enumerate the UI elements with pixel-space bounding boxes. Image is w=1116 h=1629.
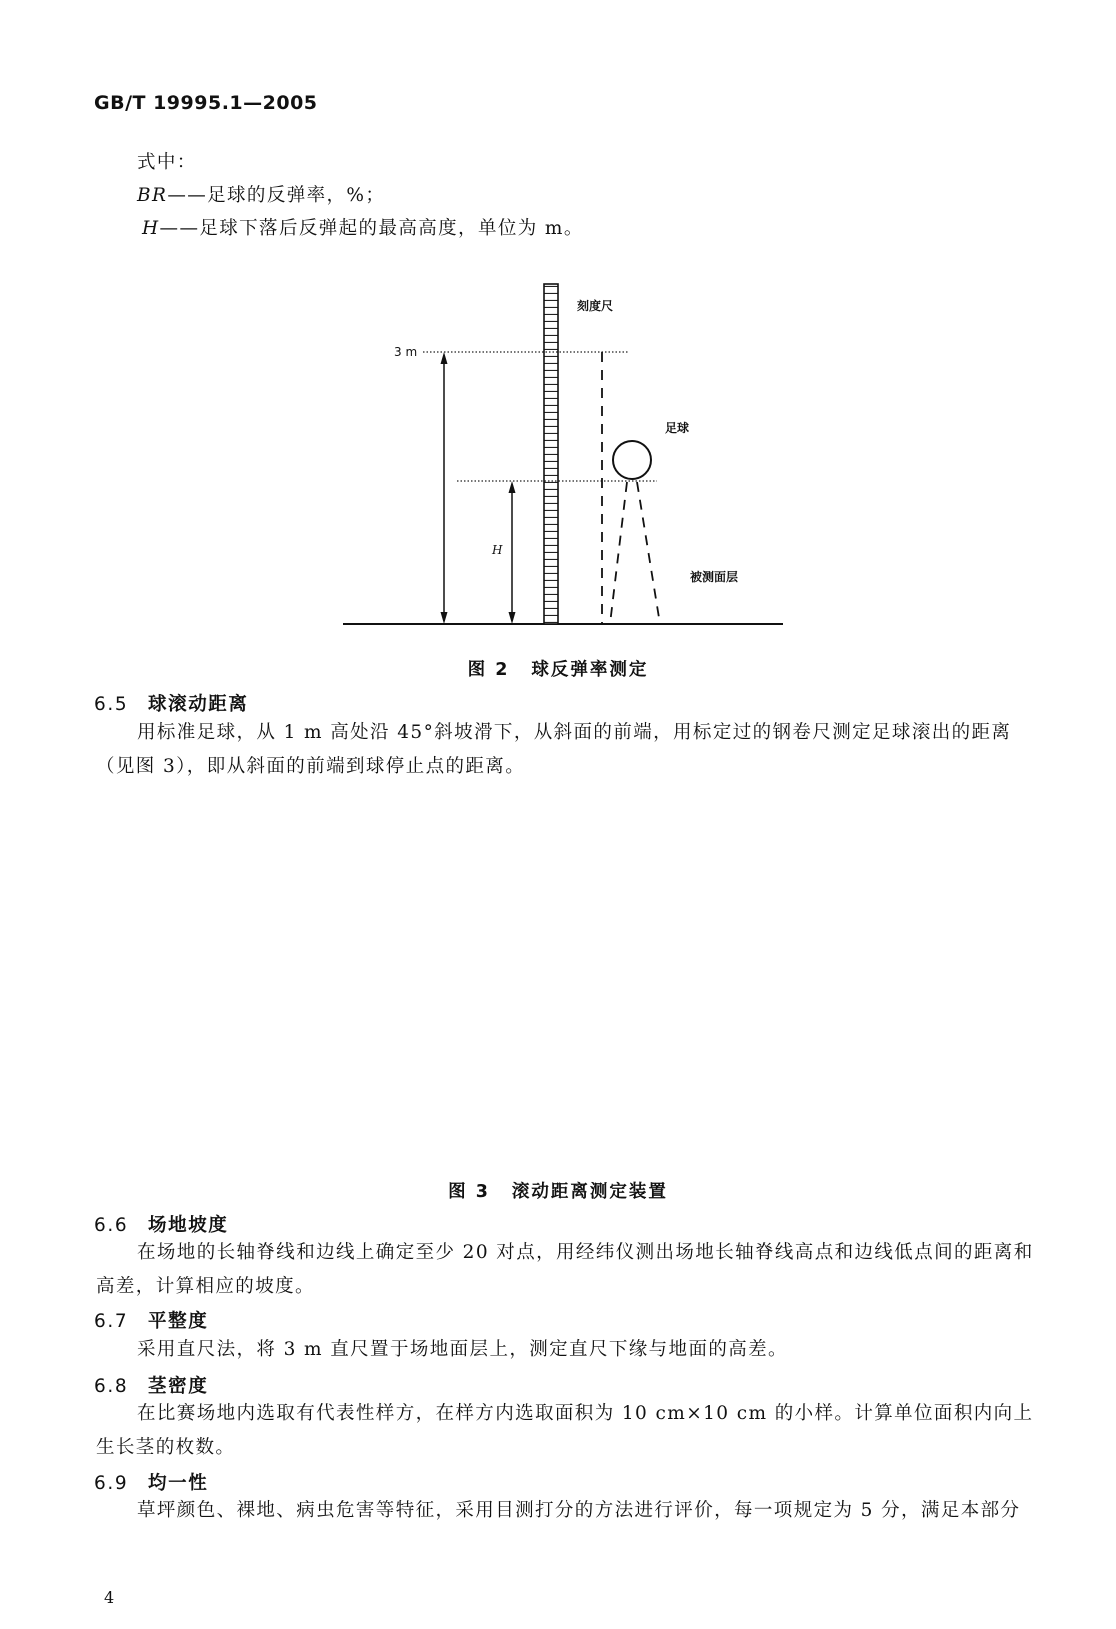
figure-2-caption-title: 球反弹率测定 bbox=[531, 660, 649, 680]
figure-3-caption-num: 图 3 bbox=[448, 1182, 490, 1202]
section-6-7-title: 平整度 bbox=[148, 1311, 209, 1332]
football-ball bbox=[613, 441, 651, 479]
section-6-8-body: 在比赛场地内选取有代表性样方，在样方内选取面积为 10 cm×10 cm 的小样。计算单位面积内向上生长茎的枚数。 bbox=[96, 1403, 1034, 1458]
label-surface: 被测面层 bbox=[690, 570, 739, 584]
formula-legend-intro: 式中： bbox=[137, 152, 197, 173]
bounce-path-right bbox=[637, 482, 660, 624]
section-6-6-body: 在场地的长轴脊线和边线上确定至少 20 对点，用经纬仪测出场地长轴脊线高点和边线低点间的距离和高差，计算相应的坡度。 bbox=[96, 1242, 1034, 1297]
figure-2-caption bbox=[0, 656, 1116, 681]
label-ball: 足球 bbox=[665, 421, 690, 435]
section-6-9-body: 草坪颜色、裸地、病虫危害等特征，采用目测打分的方法进行评价，每一项规定为 5 分，满足本部分 bbox=[137, 1500, 1021, 1521]
arrowhead-h-bottom bbox=[509, 612, 516, 624]
section-6-6-heading bbox=[94, 1211, 228, 1237]
section-6-8-title: 茎密度 bbox=[148, 1376, 209, 1397]
section-6-6-number: 6.6 bbox=[94, 1215, 129, 1236]
figure-3-caption-title: 滚动距离测定装置 bbox=[511, 1182, 668, 1202]
label-3m: 3 m bbox=[394, 345, 418, 359]
section-6-9-number: 6.9 bbox=[94, 1473, 129, 1494]
label-ruler: 刻度尺 bbox=[577, 299, 614, 313]
bounce-path-left bbox=[610, 482, 627, 624]
arrowhead-3m-bottom bbox=[441, 612, 448, 624]
section-6-7-heading bbox=[94, 1307, 208, 1333]
symbol-h-text: ——足球下落后反弹起的最高高度，单位为 m。 bbox=[159, 218, 584, 239]
section-6-5-title: 球滚动距离 bbox=[148, 694, 249, 715]
section-6-7-number: 6.7 bbox=[94, 1311, 129, 1332]
arrowhead-3m-top bbox=[441, 352, 448, 364]
section-6-9-title: 均一性 bbox=[148, 1473, 209, 1494]
page-number: 4 bbox=[104, 1588, 115, 1607]
ruler-scale bbox=[544, 284, 558, 624]
symbol-br-text: ——足球的反弹率，%； bbox=[167, 185, 386, 206]
figure-2-caption-num: 图 2 bbox=[467, 660, 510, 680]
section-6-7-body: 采用直尺法，将 3 m 直尺置于场地面层上，测定直尺下缘与地面的高差。 bbox=[137, 1339, 788, 1360]
section-6-5-heading bbox=[94, 690, 249, 716]
label-h-symbol: H bbox=[492, 543, 503, 557]
section-6-8-heading bbox=[94, 1372, 208, 1398]
symbol-br: BR bbox=[137, 185, 168, 206]
section-6-5-number: 6.5 bbox=[94, 694, 129, 715]
section-6-5-body: 用标准足球，从 1 m 高处沿 45°斜坡滑下，从斜面的前端，用标定过的钢卷尺测定足球滚出的距离（见图 3），即从斜面的前端到球停止点的距离。 bbox=[96, 722, 1012, 777]
figure-3-caption bbox=[0, 1178, 1116, 1203]
section-6-8-number: 6.8 bbox=[94, 1376, 129, 1397]
section-6-6-title: 场地坡度 bbox=[148, 1215, 229, 1236]
standard-code: GB/T 19995.1—2005 bbox=[94, 92, 318, 114]
arrowhead-h-top bbox=[509, 481, 516, 493]
symbol-h: H bbox=[142, 218, 160, 239]
section-6-9-heading bbox=[94, 1469, 208, 1495]
figure-2-bounce-diagram bbox=[0, 0, 1116, 680]
